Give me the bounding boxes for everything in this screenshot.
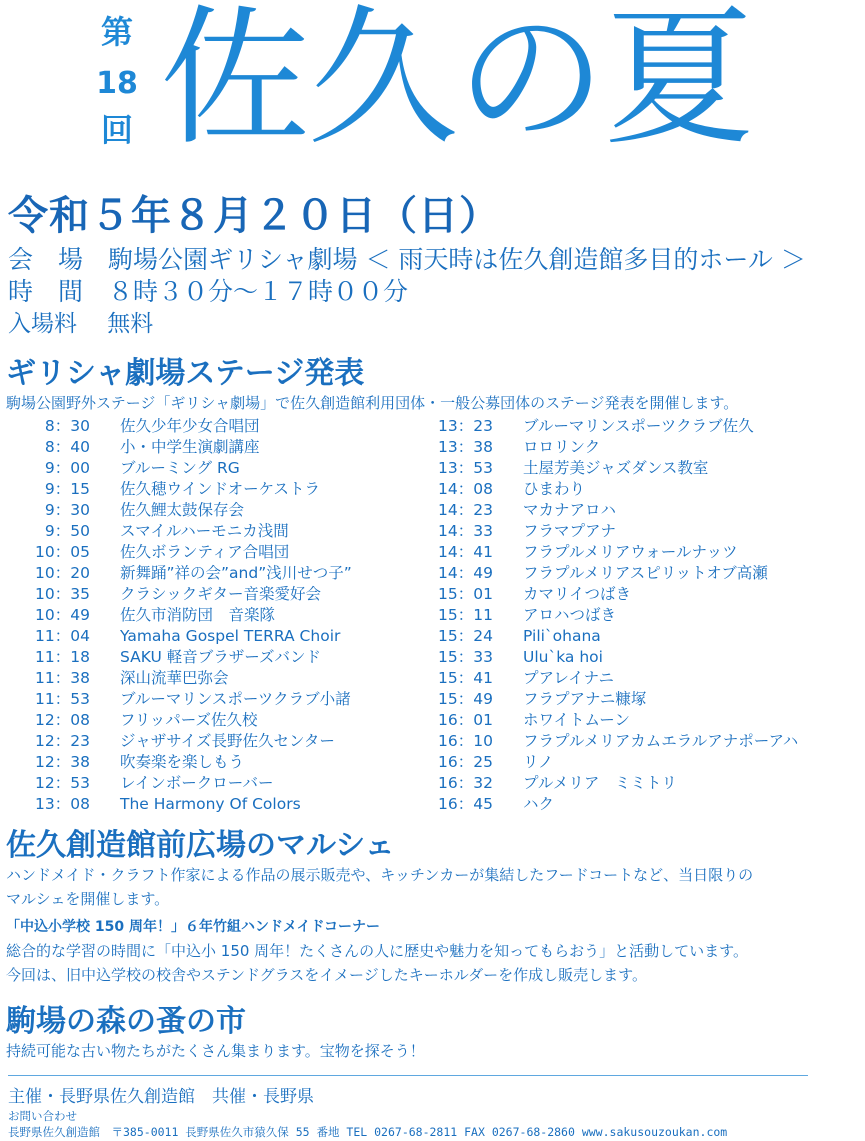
- schedule-left: [22, 416, 402, 815]
- schedule-performer: 佐久少年少女合唱団: [120, 417, 260, 435]
- edition-suffix: 回: [100, 111, 133, 149]
- contact-line: 長野県佐久創造館 〒385-0011 長野県佐久市猿久保 55 番地 TEL 0267-68-2811 FAX 0267-68-2860 www.sakusouzoukan.com: [8, 1125, 728, 1139]
- schedule-time: 15：41: [438, 669, 493, 687]
- schedule-row: [425, 584, 855, 605]
- schedule-row: [22, 521, 402, 542]
- schedule-row: [22, 731, 402, 752]
- schedule-performer: フリッパーズ佐久校: [120, 711, 258, 729]
- schedule-time: 12：53: [35, 774, 90, 792]
- schedule-row: [22, 773, 402, 794]
- marche-heading: 佐久創造館前広場のマルシェ: [6, 828, 395, 863]
- schedule-row: [425, 668, 855, 689]
- schedule-row: [22, 563, 402, 584]
- schedule-performer: レインボークローバー: [120, 774, 274, 792]
- flea-heading: 駒場の森の蚤の市: [6, 1004, 246, 1039]
- schedule-time: 12：38: [35, 753, 90, 771]
- schedule-row: [22, 542, 402, 563]
- schedule-performer: アロハつばき: [523, 606, 617, 624]
- schedule-time: 8：30: [44, 417, 90, 435]
- schedule-performer: ジャザサイズ長野佐久センター: [120, 732, 335, 750]
- schedule-row: [425, 794, 855, 815]
- schedule-performer: 吹奏楽を楽しもう: [120, 753, 245, 771]
- schedule-time: 13：53: [438, 459, 493, 477]
- stage-heading: ギリシャ劇場ステージ発表: [6, 356, 365, 391]
- footer-divider: [8, 1075, 808, 1076]
- edition-prefix: 第: [100, 13, 133, 51]
- school-corner-text-2: 今回は、旧中込学校の校舎やステンドグラスをイメージしたキーホルダーを作成し販売します。: [6, 966, 647, 984]
- schedule-performer: 佐久鯉太鼓保存会: [120, 501, 245, 519]
- schedule-time: 9：00: [44, 459, 90, 477]
- schedule-time: 16：45: [438, 795, 493, 813]
- schedule-performer: 佐久ボランティア合唱団: [120, 543, 290, 561]
- marche-text-2: マルシェを開催します。: [6, 890, 170, 908]
- schedule-performer: フラプアナニ糠塚: [523, 690, 647, 708]
- schedule-time: 10：49: [35, 606, 90, 624]
- schedule-row: [425, 752, 855, 773]
- schedule-row: [22, 500, 402, 521]
- schedule-row: [425, 458, 855, 479]
- schedule-performer: 佐久市消防団 音楽隊: [120, 606, 276, 624]
- schedule-row: [425, 773, 855, 794]
- schedule-time: 13：08: [35, 795, 90, 813]
- schedule-performer: 土屋芳美ジャズダンス教室: [523, 459, 709, 477]
- schedule-row: [425, 626, 855, 647]
- schedule-row: [22, 647, 402, 668]
- schedule-row: [425, 542, 855, 563]
- schedule-time: 9：30: [44, 501, 90, 519]
- schedule-performer: マカナアロハ: [523, 501, 617, 519]
- schedule-time: 12：23: [35, 732, 90, 750]
- schedule-time: 10：20: [35, 564, 90, 582]
- schedule-performer: ホワイトムーン: [523, 711, 630, 729]
- time-line: 時 間 ８時３０分～１７時００分: [8, 277, 409, 306]
- schedule-performer: ブルーミング RG: [120, 459, 240, 477]
- schedule-row: [425, 710, 855, 731]
- schedule-time: 13：38: [438, 438, 493, 456]
- fee-line: 入場料 無料: [8, 311, 154, 337]
- schedule-performer: 深山流華巴弥会: [120, 669, 229, 687]
- schedule-time: 11：38: [35, 669, 90, 687]
- schedule-time: 16：32: [438, 774, 493, 792]
- school-corner-heading: 「中込小学校 150 周年！」６年竹組ハンドメイドコーナー: [6, 919, 380, 935]
- schedule-performer: スマイルハーモニカ浅間: [120, 522, 289, 540]
- schedule-row: [22, 689, 402, 710]
- schedule-time: 16：25: [438, 753, 493, 771]
- schedule-time: 15：24: [438, 627, 493, 645]
- schedule-row: [22, 458, 402, 479]
- schedule-row: [22, 479, 402, 500]
- schedule-row: [22, 752, 402, 773]
- schedule-row: [425, 416, 855, 437]
- event-title: 佐久の夏: [160, 0, 753, 166]
- schedule-performer: Yamaha Gospel TERRA Choir: [120, 627, 341, 645]
- schedule-performer: フラプルメリアスピリットオブ高瀬: [523, 564, 768, 582]
- school-corner-text-1: 総合的な学習の時間に「中込小 150 周年！たくさんの人に歴史や魅力を知ってもらおう」と活動しています。: [6, 942, 748, 960]
- schedule-performer: フラマプアナ: [523, 522, 617, 540]
- flea-text: 持続可能な古い物たちがたくさん集まります。宝物を探そう！: [6, 1042, 425, 1060]
- schedule-time: 9：15: [44, 480, 90, 498]
- schedule-time: 11：04: [35, 627, 90, 645]
- schedule-performer: カマリイつばき: [523, 585, 632, 603]
- schedule-time: 15：01: [438, 585, 493, 603]
- contact-label: お問い合わせ: [8, 1109, 77, 1123]
- schedule-performer: ブルーマリンスポーツクラブ佐久: [523, 417, 754, 435]
- schedule-row: [22, 710, 402, 731]
- schedule-performer: ひまわり: [523, 480, 586, 498]
- schedule-time: 9：50: [44, 522, 90, 540]
- schedule-row: [22, 605, 402, 626]
- schedule-row: [425, 605, 855, 626]
- schedule-performer: プルメリア ミミトリ: [523, 774, 677, 792]
- schedule-row: [425, 563, 855, 584]
- stage-intro: 駒場公園野外ステージ「ギリシャ劇場」で佐久創造館利用団体・一般公募団体のステージ発表を開催します。: [6, 394, 739, 412]
- schedule-performer: ブルーマリンスポーツクラブ小諸: [120, 690, 351, 708]
- schedule-time: 11：18: [35, 648, 90, 666]
- schedule-performer: フラプルメリアカムエラルアナポーアハ: [523, 732, 799, 750]
- edition-number: 18: [96, 66, 138, 101]
- schedule-time: 14：41: [438, 543, 493, 561]
- schedule-performer: ハク: [523, 795, 555, 813]
- schedule-performer: リノ: [523, 753, 554, 771]
- schedule-time: 15：11: [438, 606, 493, 624]
- schedule-row: [425, 521, 855, 542]
- schedule-time: 15：33: [438, 648, 493, 666]
- schedule-row: [22, 794, 402, 815]
- schedule-row: [22, 668, 402, 689]
- schedule-performer: The Harmony Of Colors: [120, 795, 301, 813]
- schedule-row: [425, 437, 855, 458]
- schedule-row: [425, 731, 855, 752]
- schedule-time: 15：49: [438, 690, 493, 708]
- schedule-time: 14：23: [438, 501, 493, 519]
- schedule-row: [22, 584, 402, 605]
- schedule-time: 11：53: [35, 690, 90, 708]
- event-date: 令和５年８月２０日（日）: [8, 193, 500, 239]
- schedule-performer: 小・中学生演劇講座: [120, 438, 260, 456]
- marche-text-1: ハンドメイド・クラフト作家による作品の展示販売や、キッチンカーが集結したフードコートなど、当日限りの: [6, 866, 754, 884]
- schedule-row: [425, 647, 855, 668]
- schedule-performer: ロロリンク: [523, 438, 601, 456]
- schedule-row: [425, 500, 855, 521]
- schedule-time: 14：33: [438, 522, 493, 540]
- schedule-time: 10：05: [35, 543, 90, 561]
- schedule-performer: Ulu`ka hoi: [523, 648, 603, 666]
- schedule-row: [22, 626, 402, 647]
- schedule-row: [22, 416, 402, 437]
- schedule-performer: プアレイナニ: [523, 669, 614, 687]
- schedule-time: 14：49: [438, 564, 493, 582]
- schedule-performer: フラプルメリアウォールナッツ: [523, 543, 738, 561]
- schedule-row: [22, 437, 402, 458]
- organizer-line: 主催・長野県佐久創造館 共催・長野県: [8, 1087, 314, 1107]
- schedule-time: 16：01: [438, 711, 493, 729]
- schedule-time: 14：08: [438, 480, 493, 498]
- schedule-performer: 新舞踊”祥の会”and”浅川せつ子”: [120, 564, 352, 582]
- schedule-time: 10：35: [35, 585, 90, 603]
- schedule-time: 8：40: [44, 438, 90, 456]
- schedule-time: 12：08: [35, 711, 90, 729]
- schedule-time: 16：10: [438, 732, 493, 750]
- schedule-row: [425, 689, 855, 710]
- venue-line: 会 場 駒場公園ギリシャ劇場 ＜ 雨天時は佐久創造館多目的ホール ＞: [8, 245, 806, 274]
- schedule-performer: SAKU 軽音ブラザーズバンド: [120, 648, 321, 666]
- schedule-performer: 佐久穂ウインドオーケストラ: [120, 480, 320, 498]
- schedule-right: [425, 416, 855, 815]
- schedule-performer: クラシックギター音楽愛好会: [120, 585, 322, 603]
- schedule-row: [425, 479, 855, 500]
- schedule-time: 13：23: [438, 417, 493, 435]
- schedule-performer: Pili`ohana: [523, 627, 601, 645]
